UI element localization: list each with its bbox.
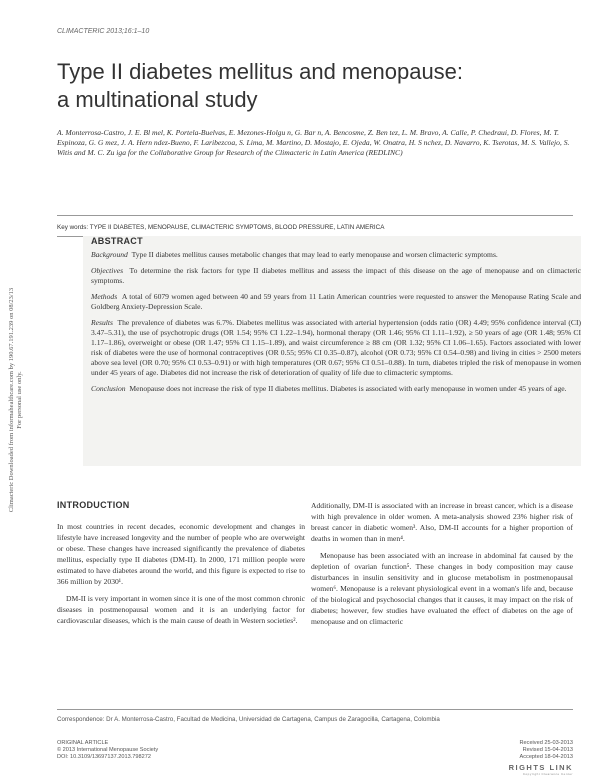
- results-label: Results: [91, 318, 113, 327]
- doi: DOI: 10.3109/13697137.2013.798272: [57, 754, 151, 761]
- download-watermark: [2, 220, 22, 580]
- introduction-heading: INTRODUCTION: [57, 500, 130, 510]
- title-line-1: Type II diabetes mellitus and menopause:: [57, 59, 464, 84]
- copyright: © 2013 International Menopause Society: [57, 747, 159, 754]
- methods-text: A total of 6079 women aged between 40 and 59 years from 11 Latin American countries were requested to answer the Menopause Rating Scale and Goldberg Anxiety-Depression Scale.: [91, 292, 582, 311]
- abstract-background: [91, 250, 581, 260]
- abstract-conclusion: [91, 384, 581, 394]
- background-text: Type II diabetes mellitus causes metabolic changes that may lead to early menopause and worsen climacteric symptoms.: [131, 250, 498, 259]
- keywords-label: Key words:: [57, 224, 89, 231]
- author-list: A. Monterrosa-Castro, J. E. Bl mel, K. Portela-Buelvas, E. Mezones-Holgu n, G. Bar n, A. Bencosme, Z. Ben tez, L. M. Bravo, A. Calle, P. Chedraui, D. Flores, M. T. Espinoza, G. G mez, J. A. Hern ndez-Bueno, F. Laribezcoa, S. Lima, M. Martino, D. Mostajo, E. Ojeda, W. Onatra, H. S nchez, D. Navarro, K. Tserotas, M. S. Vallejo, S. Witis and M. C. Zu iga for the Collaborative Group for Research of the Climacteric in Latin America (REDLINC): [57, 128, 570, 157]
- running-head: CLIMACTERIC 2013;16:1–10: [57, 28, 150, 35]
- article-title: [57, 58, 577, 114]
- received-date: Received 25-03-2013: [519, 740, 573, 746]
- abstract-results: [91, 318, 581, 378]
- title-line-2: a multinational study: [57, 87, 258, 112]
- footer-dates: [520, 740, 574, 762]
- accepted-date: Accepted 18-04-2013: [519, 754, 573, 761]
- objectives-label: Objectives: [91, 266, 124, 275]
- right-column: [311, 500, 573, 633]
- abstract-box: [83, 236, 581, 466]
- keywords: [57, 224, 384, 231]
- article-type: ORIGINAL ARTICLE: [57, 740, 109, 746]
- abstract-heading: ABSTRACT: [91, 236, 143, 246]
- background-label: Background: [91, 250, 128, 259]
- intro-paragraph-3: Additionally, DM-II is associated with an increase in breast cancer, which is a disease with high prevalence in older women. A meta-analysis showed 23% higher risk of breast cancer in diabetic women³. Also, DM-II accounts for a higher proportion of deaths in women than in men⁴.: [311, 501, 573, 543]
- abstract-objectives: [91, 266, 581, 286]
- revised-date: Revised 15-04-2013: [522, 747, 573, 754]
- rightslink-logo[interactable]: RIGHTS LINK: [508, 763, 573, 772]
- conclusion-label: Conclusion: [91, 384, 126, 393]
- conclusion-text: Menopause does not increase the risk of type II diabetes mellitus. Diabetes is associated with early menopause in women under 45 years of age.: [129, 384, 567, 393]
- footer-article-info: [57, 740, 158, 762]
- intro-paragraph-4: Menopause has been associated with an increase in abdominal fat caused by the depletion of ovarian function⁵. These changes in body composition may cause disturbances in insulin sensitivity and in glucose metabolism in postmenopausal women⁶. Menopause is a relevant physiological event in a woman's life and, because of the biological and psychosocial changes that it causes, it may impact on the risk of diabetes; however, few studies have evaluated the effect of diabetes on the age of menopause and on climacteric: [311, 551, 573, 626]
- results-text: The prevalence of diabetes was 6.7%. Diabetes mellitus was associated with arterial hypertension (odds ratio (OR) 4.49; 95% confidence interval (CI) 3.47–5.31), the use of psychotropic drugs (OR 1.54; 95% CI 1.22–1.94), hormonal therapy (OR 1.46; 95% CI 1.11–1.92), ≥ 50 years of age (OR 1.48; 95% CI 1.17–1.86), overweight or obese (OR 1.47; 95% CI 1.15–1.89), and waist circumference ≥ 88 cm (OR 1.32; 95% CI 1.06–1.65). Factors associated with lower risk of diabetes were the use of hormonal contraceptives (OR 0.55; 95% CI 0.35–0.87), alcohol (OR 0.73; 95% CI 0.54–0.98) and living in cities > 2500 meters above sea level (OR 0.70; 95% CI 0.53–0.91) or with high temperatures (OR 0.67; 95% CI 0.51–0.88). In turn, diabetes tripled the risk of menopause in women under 45 years of age. Diabetes did not increase the risk of deterioration of quality of life due to climacteric symptoms.: [91, 318, 581, 377]
- intro-paragraph-1: In most countries in recent decades, economic development and changes in lifestyle have increased longevity and the number of people who are overweight or obese. These changes have increased significantly the prevalence of diabetes mellitus, especially type II diabetes (DM-II). In 2000, 171 million people were estimated to have diabetes around the world, and this figure is expected to rise to 366 million by 2030¹.: [57, 522, 305, 586]
- divider-top: [57, 215, 573, 216]
- personal-use-note: For personal use only.: [16, 371, 23, 429]
- rightslink-subtitle: Copyright Clearance Center: [522, 772, 573, 776]
- keywords-list: TYPE II DIABETES, MENOPAUSE, CLIMACTERIC SYMPTOMS, BLOOD PRESSURE, LATIN AMERICA: [89, 224, 385, 231]
- objectives-text: To determine the risk factors for type II diabetes mellitus and assess the impact of this disease on the age of menopause and on climacteric symptoms.: [91, 266, 581, 285]
- left-column: [57, 521, 305, 632]
- divider-footer: [57, 709, 573, 710]
- abstract-methods: [91, 292, 581, 312]
- methods-label: Methods: [91, 292, 118, 301]
- intro-paragraph-2: DM-II is very important in women since it is one of the most common chronic diseases in postmenopausal women and it is an underlying factor for cardiovascular diseases, which is the main cause of death in Western societies².: [57, 594, 305, 625]
- download-note: Climacteric Downloaded from informahealthcare.com by 190.67.191.239 on 08/23/13: [8, 287, 15, 513]
- correspondence: Correspondence: Dr A. Monterrosa-Castro, Facultad de Medicina, Universidad de Cartagena, Campus de Zaragocilla, Cartagena, Colombia: [57, 716, 440, 723]
